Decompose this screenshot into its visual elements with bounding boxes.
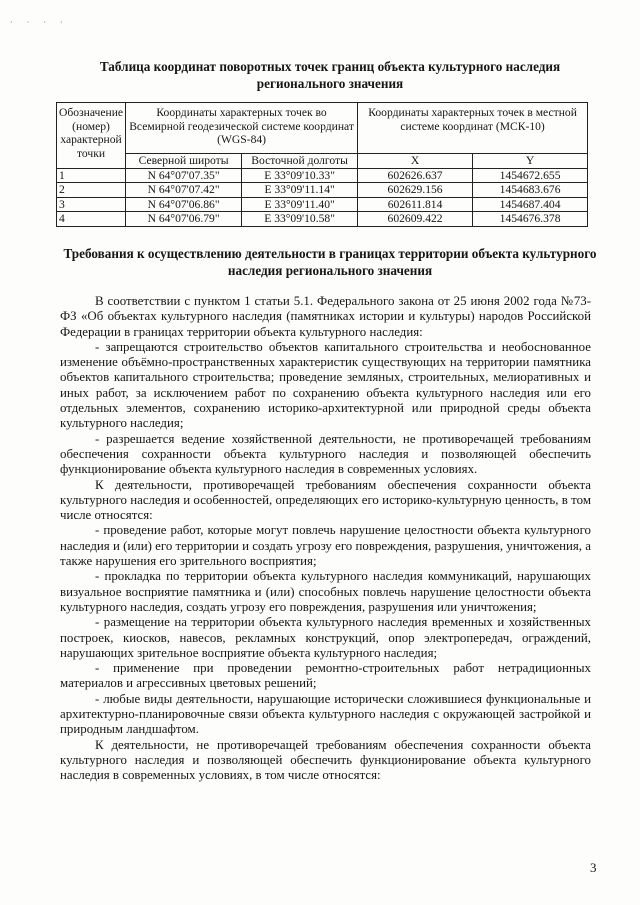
table-subheader-row (57, 154, 588, 169)
table-title: Таблица координат поворотных точек границ объекта культурного наследия регионального значения (99, 59, 561, 91)
cell-y: 1454676.378 (473, 212, 588, 227)
cell-point-id: 1 (57, 168, 126, 183)
paragraph: К деятельности, противоречащей требованиям обеспечения сохранности объекта культурного наследия и особенностей, определяющих его историко-культурную ценность, в том числе относятся: (60, 477, 591, 523)
paragraph: - любые виды деятельности, нарушающие исторически сложившиеся функциональные и архитектурно-планировочные связи объекта культурного наследия с окружающей застройкой и природным ландшафтом. (60, 691, 591, 737)
cell-latitude: N 64°07'06.79" (126, 212, 242, 227)
cell-latitude: N 64°07'06.86" (126, 197, 242, 212)
header-longitude: Восточной долготы (242, 154, 358, 169)
cell-x: 602611.814 (358, 197, 473, 212)
paragraph: - разрешается ведение хозяйственной деятельности, не противоречащей требованиям обеспечения сохранности объекта культурного наследия и позволяющей обеспечить функционирование объекта культурного наследия в современных условиях. (60, 431, 591, 477)
cell-y: 1454683.676 (473, 183, 588, 198)
header-wgs84: Координаты характерных точек во Всемирной геодезической системе координат (WGS-84) (126, 103, 358, 154)
cell-point-id: 2 (57, 183, 126, 198)
table-row (57, 183, 588, 198)
cell-point-id: 3 (57, 197, 126, 212)
header-x: X (358, 154, 473, 169)
cell-longitude: E 33°09'10.58" (242, 212, 358, 227)
requirements-heading: Требования к осуществлению деятельности в границах территории объекта культурного наследия регионального значения (63, 246, 597, 278)
header-point-id: Обозначение (номер) характерной точки (57, 103, 126, 169)
cell-longitude: E 33°09'10.33" (242, 168, 358, 183)
cell-latitude: N 64°07'07.35" (126, 168, 242, 183)
paragraph: - прокладка по территории объекта культурного наследия коммуникаций, нарушающих визуальное восприятие памятника и (или) способных повлечь нарушение целостности объекта культурного наследия, создать угрозу его повреждения, разрушения или уничтожения; (60, 569, 591, 614)
cell-y: 1454672.655 (473, 168, 588, 183)
cell-x: 602626.637 (358, 168, 473, 183)
paragraph: - запрещаются строительство объектов капитального строительства и необоснованное изменение объёмно-пространственных характеристик существующих на территории памятника объектов капитального строительства; проведение земляных, строительных, мелиоративных и иных работ, за исключением работ по сохранению объекта культурного наследия или его отдельных элементов, сохранению историко-архитектурной или природной среды объекта культурного наследия; (60, 339, 591, 431)
paragraph: - размещение на территории объекта культурного наследия временных и хозяйственных построек, киосков, навесов, рекламных конструкций, опор электропередач, ограждений, нарушающих зрительное восприятие объекта культурного наследия; (60, 615, 591, 660)
coordinates-table (56, 102, 588, 227)
cell-point-id: 4 (57, 212, 126, 227)
table-row (57, 197, 588, 212)
paragraph: - применение при проведении ремонтно-строительных работ нетрадиционных материалов и агрессивных цветовых решений; (60, 661, 591, 691)
paragraph: В соответствии с пунктом 1 статьи 5.1. Федерального закона от 25 июня 2002 года №73-ФЗ «Об объектах культурного наследия (памятниках истории и культуры) народов Российской Федерации в границах территории объекта культурного наследия: (60, 294, 591, 339)
cell-longitude: E 33°09'11.40" (242, 197, 358, 212)
cell-latitude: N 64°07'07.42" (126, 183, 242, 198)
page-number: 3 (590, 860, 597, 875)
body-text (60, 294, 591, 784)
table-row (57, 212, 588, 227)
cell-longitude: E 33°09'11.14" (242, 183, 358, 198)
table-row (57, 168, 588, 183)
header-latitude: Северной широты (126, 154, 242, 169)
paragraph: - проведение работ, которые могут повлечь нарушение целостности объекта культурного наследия и (или) его территории и создать угрозу его повреждения, разрушения, уничтожения, а также нарушения его зрительного восприятия; (60, 523, 591, 569)
header-msk10: Координаты характерных точек в местной системе координат (МСК-10) (358, 103, 588, 154)
cell-x: 602609.422 (358, 212, 473, 227)
header-y: Y (473, 154, 588, 169)
paragraph: К деятельности, не противоречащей требованиям обеспечения сохранности объекта культурного наследия и позволяющей обеспечить функционирование объекта культурного наследия в современных условиях, в том числе относятся: (60, 737, 591, 783)
cell-x: 602629.156 (358, 183, 473, 198)
cell-y: 1454687.404 (473, 197, 588, 212)
scan-specks: · · · · (10, 18, 69, 27)
table-header-row (57, 103, 588, 154)
